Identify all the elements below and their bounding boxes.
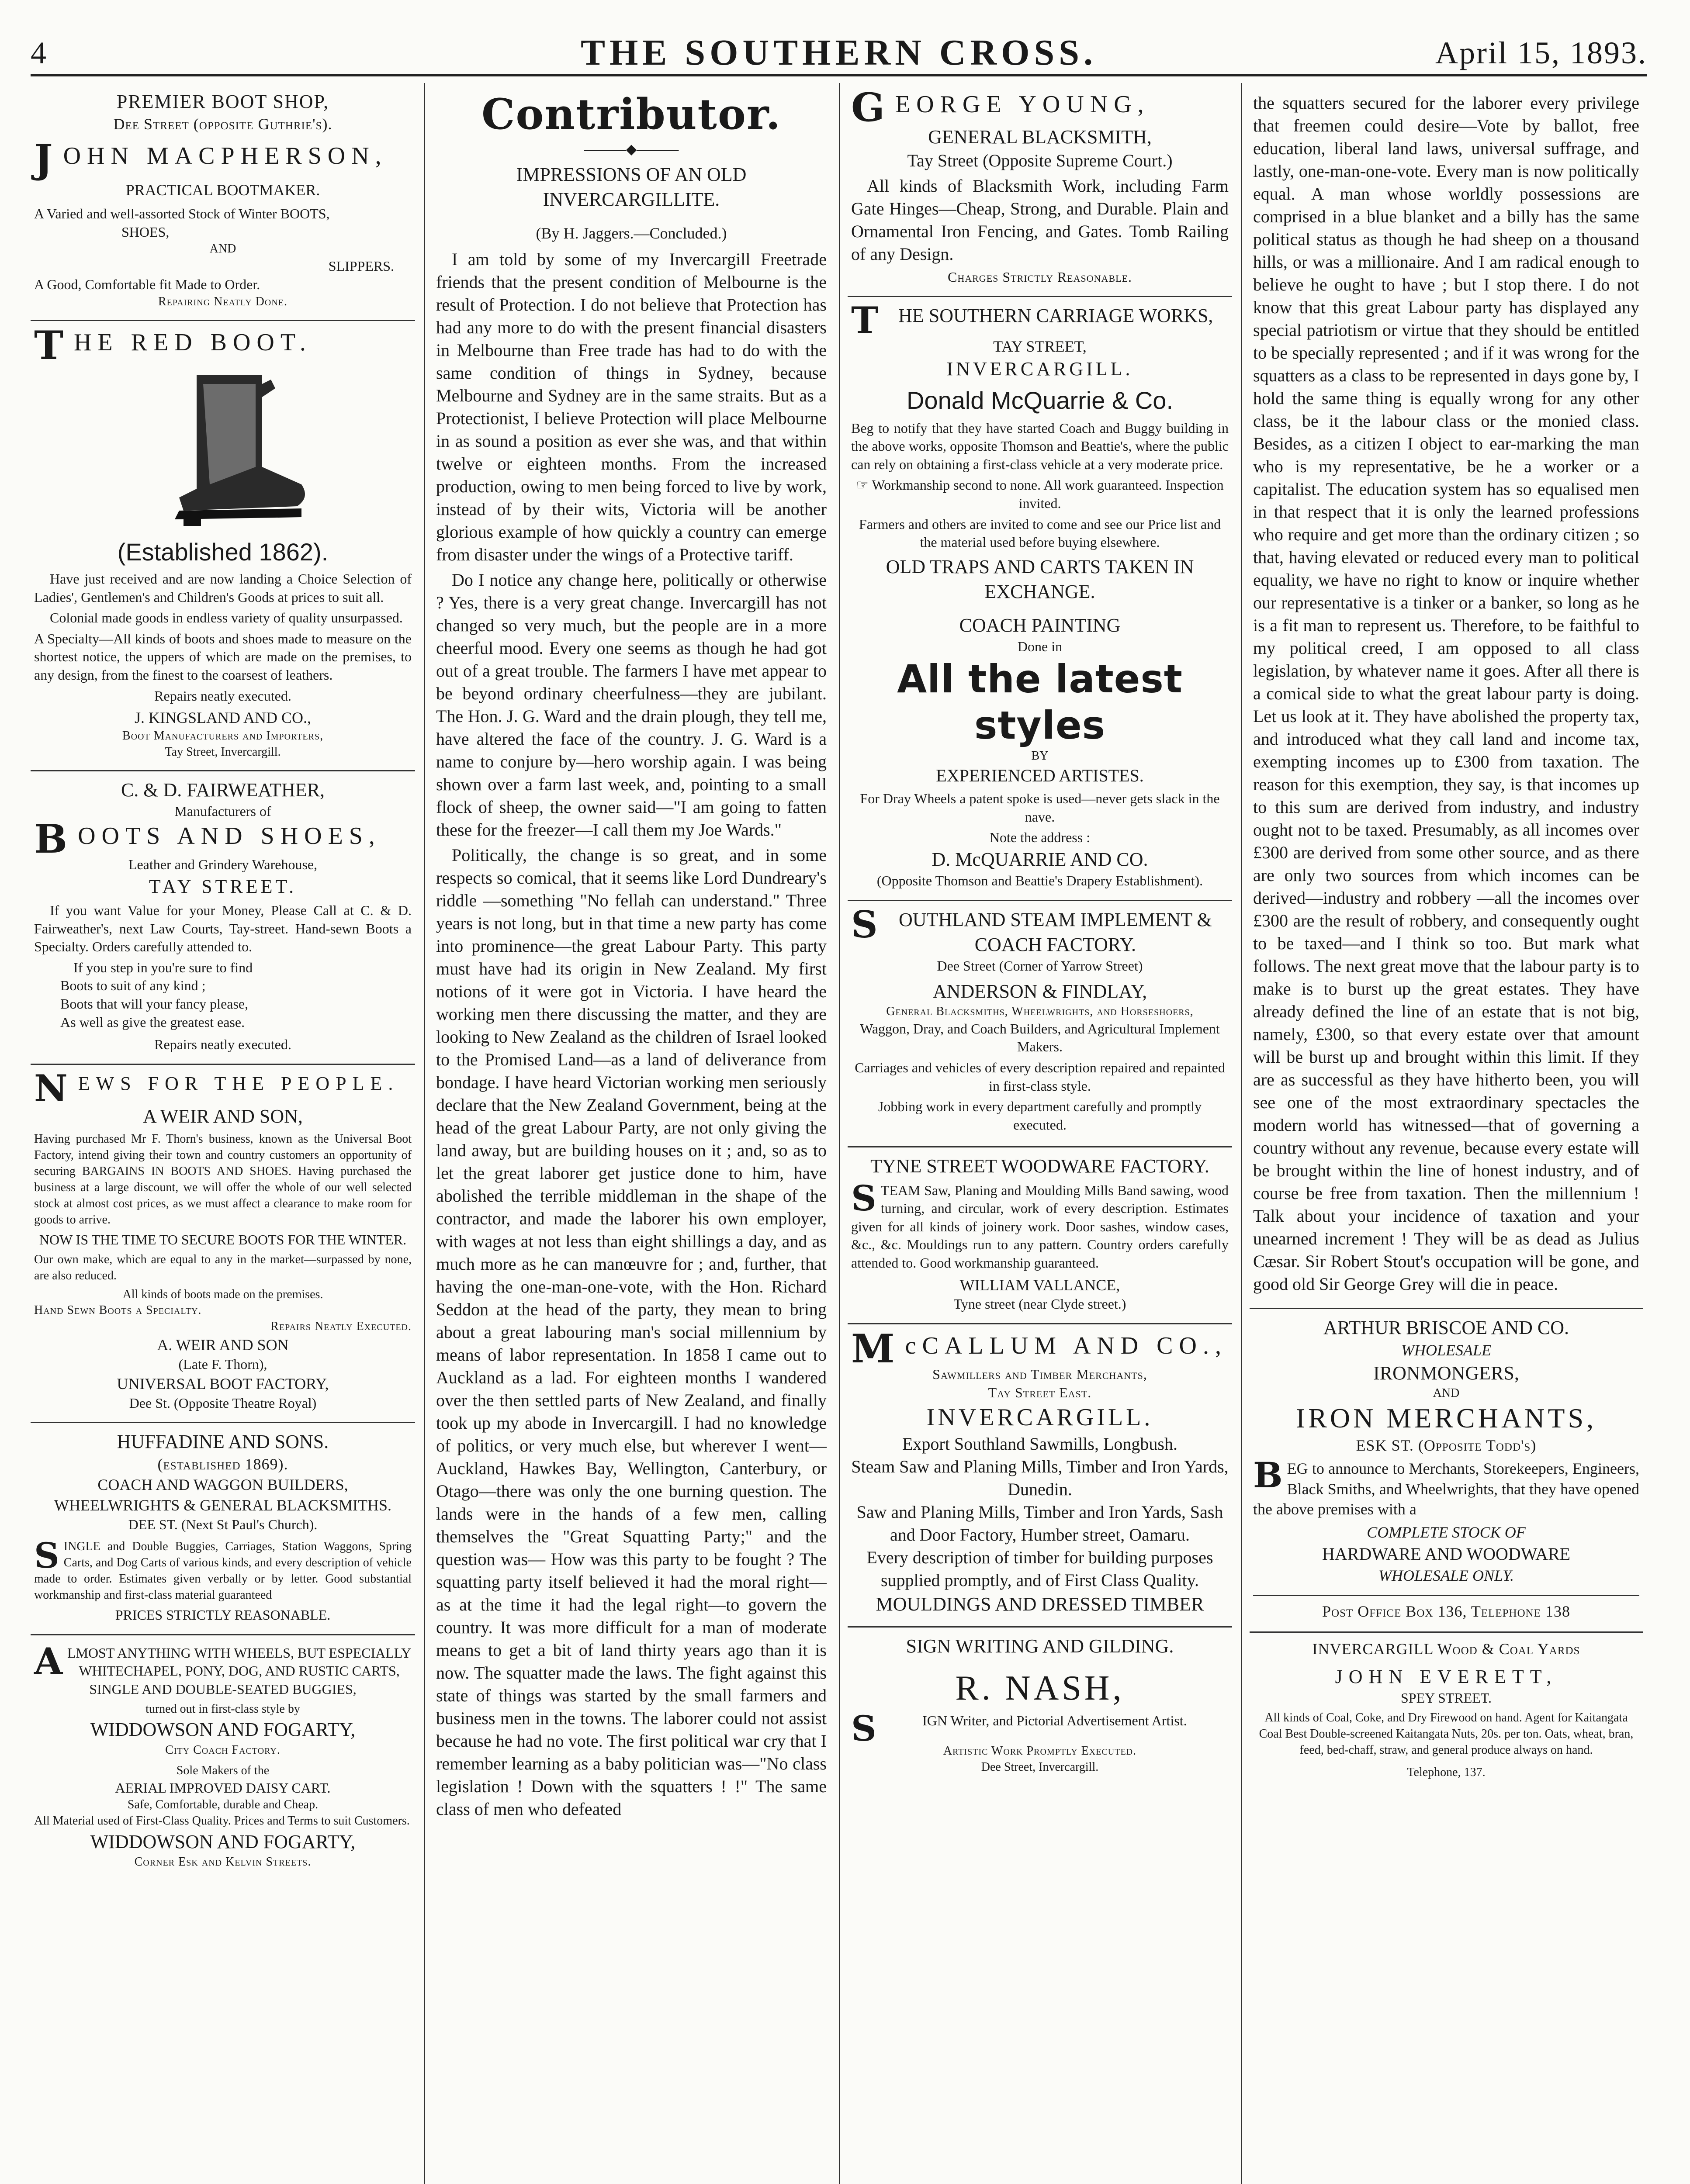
ad-text: OLD TRAPS AND CARTS TAKEN IN EXCHANGE. bbox=[886, 556, 1194, 602]
ad-name: McCALLUM AND CO., bbox=[851, 1325, 1227, 1372]
ad-verse: If you step in you're sure to find bbox=[73, 959, 253, 975]
ad-john-everett bbox=[1250, 1633, 1643, 1790]
ad-verse: As well as give the greatest ease. bbox=[60, 1014, 245, 1030]
boot-illustration bbox=[131, 366, 315, 532]
ad-text: All kinds of boots made on the premises. bbox=[122, 1287, 323, 1301]
ad-name: S OUTHLAND STEAM IMPLEMENT & COACH FACTORY. bbox=[851, 902, 1212, 955]
ad-firm: JOHN EVERETT, bbox=[1335, 1666, 1558, 1688]
ad-established: (Established 1862). bbox=[117, 538, 329, 566]
column-4 bbox=[1250, 83, 1643, 2184]
drop-cap: S bbox=[851, 1177, 876, 1219]
ad-huffadine bbox=[31, 1423, 415, 1635]
ad-text: Farmers and others are invited to come and see our Price list and the material used before buying elsewhere. bbox=[859, 516, 1221, 550]
ad-text: Sawmillers and Timber Merchants, bbox=[932, 1366, 1147, 1382]
ad-text: DEE ST. (Next St Paul's Church). bbox=[128, 1516, 318, 1532]
ad-fairweather bbox=[31, 771, 415, 1065]
ad-title: SIGN WRITING AND GILDING. bbox=[906, 1635, 1174, 1657]
ad-text: General Blacksmiths, Wheelwrights, and Horseshoers, bbox=[886, 1004, 1194, 1018]
drop-cap: B bbox=[1253, 1454, 1283, 1496]
ad-text: Sole Makers of the bbox=[176, 1763, 270, 1777]
ad-name: THE RED BOOT. bbox=[34, 322, 312, 369]
column-rule bbox=[1241, 83, 1242, 2184]
ad-text: INVERCARGILL. bbox=[946, 358, 1133, 380]
ad-text: IRONMONGERS, bbox=[1373, 1362, 1519, 1384]
ad-firm: Dee St. (Opposite Theatre Royal) bbox=[129, 1395, 317, 1411]
ad-firm: WIDDOWSON AND FOGARTY, bbox=[90, 1831, 356, 1853]
ad-text: MOULDINGS AND DRESSED TIMBER bbox=[876, 1593, 1204, 1615]
article-title: IMPRESSIONS OF AN OLD INVERCARGILLITE. bbox=[516, 163, 747, 210]
ad-text: INGLE and Double Buggies, Carriages, Station Waggons, Spring Carts, and Dog Carts of various kinds, and every description of vehicle made to order. Estimates given verbally or by letter. Good substantial workmanship and first-class material guaranteed bbox=[34, 1540, 412, 1602]
ad-text: INVERCARGILL. bbox=[926, 1403, 1153, 1431]
ad-text: Post Office Box 136, Telephone 138 bbox=[1253, 1595, 1639, 1622]
ad-firm: Tay Street, Invercargill. bbox=[165, 745, 281, 759]
article-contributor bbox=[433, 83, 830, 1833]
ad-text: Charges Strictly Reasonable. bbox=[948, 269, 1132, 285]
ad-text: ☞ Workmanship second to none. All work guaranteed. Inspection invited. bbox=[856, 477, 1224, 511]
ad-name: T HE SOUTHERN CARRIAGE WORKS, bbox=[851, 299, 1213, 342]
ad-text: NOW IS THE TIME TO SECURE BOOTS FOR THE WINTER. bbox=[39, 1232, 407, 1248]
ad-line: A Good, Comfortable fit Made to Order. bbox=[34, 276, 260, 293]
ad-title: HUFFADINE AND SONS. bbox=[117, 1431, 329, 1453]
ad-southland-steam-implement bbox=[848, 901, 1232, 1148]
ad-text: Note the address : bbox=[989, 829, 1091, 846]
ad-text: COACH AND WAGGON BUILDERS, bbox=[97, 1476, 348, 1494]
ad-name: INVERCARGILL Wood & Coal Yards bbox=[1312, 1640, 1580, 1658]
ad-text: Beg to notify that they have started Coach and Buggy building in the above works, opposite Thomson and Beattie's, where the public can rely on obtaining a first-class vehicle at a very moderate price. bbox=[851, 420, 1229, 472]
ad-name: JOHN MACPHERSON, bbox=[34, 135, 388, 182]
ad-title: ARTHUR BRISCOE AND CO. bbox=[1323, 1317, 1569, 1338]
ad-text: Tay Street East. bbox=[988, 1384, 1092, 1400]
column-2 bbox=[433, 83, 830, 2184]
ad-address: Dee Street (opposite Guthrie's). bbox=[113, 115, 332, 133]
ad-firm: ANDERSON & FINDLAY, bbox=[932, 980, 1147, 1002]
column-rule bbox=[839, 83, 840, 2184]
ad-arthur-briscoe bbox=[1250, 1309, 1643, 1633]
ornament: ———◆——— bbox=[584, 141, 679, 157]
ad-text: WHOLESALE bbox=[1401, 1341, 1491, 1359]
ad-text: Leather and Grindery Warehouse, bbox=[128, 857, 318, 873]
ad-text: WHEELWRIGHTS & GENERAL BLACKSMITHS. bbox=[54, 1496, 391, 1514]
ad-title: A WEIR AND SON, bbox=[143, 1106, 303, 1127]
ad-text: TAY STREET. bbox=[149, 875, 297, 897]
ad-text: Corner Esk and Kelvin Streets. bbox=[134, 1855, 312, 1869]
ad-text: Have just received and are now landing a Choice Selection of Ladies', Gentlemen's and Children's Goods at prices to suit all. bbox=[34, 571, 412, 605]
drop-cap: S bbox=[851, 1707, 876, 1749]
ad-text: COMPLETE STOCK OF bbox=[1367, 1524, 1526, 1541]
ad-text: EXPERIENCED ARTISTES. bbox=[936, 766, 1144, 786]
ad-text: A Specialty—All kinds of boots and shoes made to measure on the shortest notice, the uppers of which are made on the premises, to any design, from the finest to the coarsest of leathers. bbox=[34, 630, 412, 683]
ad-text: Jobbing work in every department carefully and promptly executed. bbox=[878, 1099, 1202, 1133]
ad-address: Dee Street (Corner of Yarrow Street) bbox=[937, 958, 1143, 974]
ad-text: If you want Value for your Money, Please Call at C. & D. Fairweather's, next Law Courts, Tay-street. Hand-sewn Boots a Specialty. Orders carefully attended to. bbox=[34, 902, 412, 955]
ad-firm: D. McQUARRIE AND CO. bbox=[932, 848, 1148, 870]
ad-mccallum bbox=[848, 1324, 1232, 1628]
ad-text: Hand Sewn Boots a Specialty. bbox=[34, 1303, 202, 1317]
ad-r-nash bbox=[848, 1628, 1232, 1785]
article-paragraph: I am told by some of my Invercargill Freetrade friends that the present condition of Melbourne is the result of Protection. I do not believe that Protection has had any more to do with the present financial disasters in Melbourne than Free trade has had to do with the same condition of things in Sydney, because Melbourne and Sydney are in the same straits. But as a Protectionist, I believe Protection will place Melbourne in as sound a position as ever she was, and that within twelve or eighteen months. From the increased production, owing to men being forced to live by work, instead of by their wits, Victoria will be another glorious example of how quickly a country can emerge from disaster under the wings of a Protective tariff. bbox=[436, 249, 827, 564]
ad-text: All Material used of First-Class Quality. Prices and Terms to suit Customers. bbox=[34, 1814, 410, 1828]
ad-george-young bbox=[848, 83, 1232, 297]
ad-address: Tay Street (Opposite Supreme Court.) bbox=[907, 150, 1173, 170]
ad-address: Tyne street (near Clyde street.) bbox=[953, 1296, 1126, 1312]
ad-text: For Dray Wheels a patent spoke is used—never gets slack in the nave. bbox=[860, 791, 1220, 825]
ad-text: TEAM Saw, Planing and Moulding Mills Band sawing, wood turning, and circular, work of every description. Estimates given for all kinds of joinery work. Door sashes, window cases, &c., &c. Mouldings run to any pattern. Country orders carefully attended to. Good workmanship guaranteed. bbox=[851, 1182, 1229, 1271]
ad-verse: Boots that will your fancy please, bbox=[60, 995, 249, 1012]
ad-text: (established 1869). bbox=[157, 1455, 288, 1473]
ad-address: SPEY STREET. bbox=[1400, 1690, 1492, 1706]
ad-text: LMOST ANYTHING WITH WHEELS, BUT ESPECIALLY WHITECHAPEL, PONY, DOG, AND RUSTIC CARTS, SINGLE AND DOUBLE-SEATED BUGGIES, bbox=[67, 1645, 412, 1697]
ad-headline: All the latest styles bbox=[897, 656, 1183, 748]
ad-text: Saw and Planing Mills, Timber and Iron Yards, Sash and Door Factory, Humber street, Oamaru. bbox=[856, 1502, 1223, 1545]
ad-widdowson-fogarty bbox=[31, 1635, 415, 1880]
page-header bbox=[31, 26, 1647, 76]
article-continued bbox=[1250, 83, 1643, 1309]
ad-name: BOOTS AND SHOES, bbox=[34, 816, 381, 862]
ad-text: Safe, Comfortable, durable and Cheap. bbox=[127, 1798, 319, 1812]
ad-premier-boot-shop bbox=[31, 83, 415, 321]
article-paragraph: the squatters secured for the laborer every privilege that freemen could desire—Vote by ballot, free education, liberal land laws, universal suffrage, and lastly, one-man-one-vote. Every man is now politically equal. A man whose worldly possessions are comprised in a blue blanket and a billy has the same political status as though he had sheep on a thousand hills, or was a millionaire. And I am radical enough to believe he ought to have ; but I stop there. I do not know that this great Labour party has displayed any special patriotism or virtue that they should be entitled to be specially represented ; and if it was wrong for the squatters as a class to be represented in days gone by, I hold the same thing is equally wrong for any other class, be it the labour class or the monied class. Besides, as a citizen I object to ear-marking the man who is my representative, be he a worker or a capitalist. The education system has so equalised men in that respect that it is only the learned professions who require and get more than the ordinary citizen ; so that, having elevated or reduced every man to political equality, we have no right to know or inquire whether our representative is a tinker or a banker, so long as he is a fit man to represent us. Therefore, to be faithful to my political creed, I am opposed to all class legislation, by whatever name it goes. After all there is a comical side to what the great labour party is doing. Let us look at it. They have abolished the property tax, and introduced what they call land and income tax, exempting incomes up to £300 from taxation. The reason for this exemption, they say, is that incomes up to this sum are derived from industry, and industry ought not to be taxed. Presumably, as all incomes over £300 are derived from some other source, and as there are only two sources from which incomes can be derived—industry and robbery —all the incomes over £300 are the result of robbery, and consequently ought to be taxed—and I think so too. But mark what follows. The next great move that the labour party is to make is to burst up the great estates. They have already defined the line of an estate that is not big, namely, £300, so that every estate over that amount will be burst up and brought within this limit. If they are as successful as they have hitherto been, you will see one of the most extraordinary spectacles the modern world has witnessed—that of governing a country without any revenue, because every estate will be brought within the line of honest industry, and of course be free from taxation. Then the millennium ! Talk about your incidence of taxation and your unearned increment ! They will be as dead as Julius Cæsar. Sir Robert Stout's occupation will be gone, and good old Sir George Grey will die in peace. bbox=[1253, 93, 1639, 1294]
ad-name: GEORGE YOUNG, bbox=[851, 84, 1150, 131]
ad-weir-and-son bbox=[31, 1065, 415, 1423]
ad-title: PREMIER BOOT SHOP, bbox=[116, 91, 329, 112]
ad-text: (Opposite Thomson and Beattie's Drapery Establishment). bbox=[876, 873, 1203, 889]
ad-firm: Boot Manufacturers and Importers, bbox=[122, 729, 324, 743]
ad-text: Artistic Work Promptly Executed. bbox=[943, 1744, 1137, 1758]
ad-line: Repairing Neatly Done. bbox=[158, 294, 288, 308]
ad-text: Waggon, Dray, and Coach Builders, and Agricultural Implement Makers. bbox=[860, 1020, 1220, 1055]
ad-verse: Boots to suit of any kind ; bbox=[60, 978, 206, 994]
ad-text: AND bbox=[1433, 1386, 1460, 1400]
ad-firm: R. NASH, bbox=[955, 1669, 1125, 1707]
ad-text: HARDWARE AND WOODWARE bbox=[1322, 1544, 1571, 1564]
ad-name: NEWS FOR THE PEOPLE. bbox=[34, 1066, 399, 1110]
ad-text: IRON MERCHANTS, bbox=[1295, 1403, 1597, 1434]
ad-firm: WIDDOWSON AND FOGARTY, bbox=[90, 1719, 356, 1741]
drop-cap: A bbox=[34, 1639, 63, 1683]
pointing-hand-icon: ☞ bbox=[856, 477, 872, 493]
ad-text: All kinds of Blacksmith Work, including Farm Gate Hinges—Cheap, Strong, and Durable. Plain and Ornamental Iron Fencing, and Gates. Tomb Railing of any Design. bbox=[851, 176, 1229, 264]
ad-line: AND bbox=[209, 242, 236, 256]
ad-line: SHOES, bbox=[121, 224, 170, 240]
ad-role: GENERAL BLACKSMITH, bbox=[928, 126, 1152, 148]
ad-firm: J. KINGSLAND AND CO., bbox=[134, 709, 311, 727]
ad-text: Repairs neatly executed. bbox=[154, 688, 291, 704]
ad-text: Every description of timber for building purposes supplied promptly, and of First Class Quality. bbox=[866, 1547, 1213, 1590]
ad-text: WHOLESALE ONLY. bbox=[1378, 1566, 1514, 1584]
ad-line: SLIPPERS. bbox=[328, 258, 394, 274]
ad-text: Telephone, 137. bbox=[1407, 1765, 1486, 1779]
column-1 bbox=[31, 83, 415, 2184]
section-heading: Contributor. bbox=[481, 90, 782, 139]
ad-text: All kinds of Coal, Coke, and Dry Firewood on hand. Agent for Kaitangata Coal Best Double-screened Kaitangata Nuts, 20s. per ton. Oats, wheat, bran, feed, bed-chaff, straw, and general produce always on hand. bbox=[1259, 1711, 1634, 1757]
ad-text: Export Southland Sawmills, Longbush. bbox=[902, 1434, 1177, 1454]
byline: (By H. Jaggers.—Concluded.) bbox=[536, 225, 727, 242]
ad-text: Manufacturers of bbox=[174, 803, 271, 819]
ad-line: A Varied and well-assorted Stock of Winter BOOTS, bbox=[34, 206, 330, 222]
page-number: 4 bbox=[31, 35, 46, 70]
ad-text: EG to announce to Merchants, Storekeepers, Engineers, Black Smiths, and Wheelwrights, that they have opened the above premises with a bbox=[1253, 1459, 1639, 1518]
ad-text: Dee Street, Invercargill. bbox=[981, 1760, 1099, 1774]
ad-text: Repairs neatly executed. bbox=[154, 1037, 291, 1053]
ad-title: TYNE STREET WOODWARE FACTORY. bbox=[870, 1155, 1209, 1177]
ad-text: IGN Writer, and Pictorial Advertisement Artist. bbox=[922, 1712, 1187, 1728]
ad-text: Repairs Neatly Executed. bbox=[270, 1320, 412, 1334]
ad-text: TAY STREET, bbox=[993, 337, 1087, 355]
article-paragraph: Do I notice any change here, politically or otherwise ? Yes, there is a very great change. Invercargill has not changed so very much, but the people are in a more cheerful mood. Every one seems as though he had got out of a great trouble. The farmers I have met appear to be beyond ordinary cheerfulness—they are jubilant. The Hon. J. G. Ward and the drain plough, they tell me, have altered the face of the country. J. G. Ward is a name to conjure by—hero worship again. I was being shown over a farm last week, and, pointing to a small flock of sheep, the owner said—"I am going to fatten these for the freezer—I call them my Joe Wards." bbox=[436, 570, 827, 840]
ad-text: BY bbox=[1031, 749, 1049, 763]
ad-text: turned out in first-class style by bbox=[145, 1702, 300, 1716]
drop-cap: S bbox=[34, 1535, 59, 1576]
ad-red-boot bbox=[31, 321, 415, 771]
ad-text: PRICES STRICTLY REASONABLE. bbox=[115, 1607, 331, 1623]
ad-text: Colonial made goods in endless variety of quality unsurpassed. bbox=[50, 610, 403, 626]
masthead: THE SOUTHERN CROSS. bbox=[581, 32, 1097, 73]
ad-text: Our own make, which are equal to any in the market—surpassed by none, are also reduced. bbox=[34, 1252, 412, 1282]
ad-text: City Coach Factory. bbox=[165, 1743, 281, 1757]
ad-text: COACH PAINTING bbox=[959, 615, 1121, 636]
ad-firm: A. WEIR AND SON bbox=[157, 1336, 289, 1354]
ad-text: AERIAL IMPROVED DAISY CART. bbox=[115, 1780, 331, 1796]
ad-firm: (Late F. Thorn), bbox=[178, 1356, 267, 1372]
ad-southern-carriage-works bbox=[848, 297, 1232, 901]
column-rule bbox=[424, 83, 425, 2184]
column-3 bbox=[848, 83, 1232, 2184]
ad-firm: Donald McQuarrie & Co. bbox=[906, 386, 1173, 414]
ad-title: C. & D. FAIRWEATHER, bbox=[121, 779, 325, 801]
ad-role: PRACTICAL BOOTMAKER. bbox=[125, 181, 320, 199]
issue-date: April 15, 1893. bbox=[1435, 35, 1647, 70]
ad-firm: UNIVERSAL BOOT FACTORY, bbox=[117, 1375, 329, 1393]
ad-address: ESK ST. (Opposite Todd's) bbox=[1356, 1436, 1537, 1454]
ad-text: Done in bbox=[1017, 639, 1063, 655]
ad-text: Having purchased Mr F. Thorn's business, known as the Universal Boot Factory, intend giving their town and country customers an opportunity of securing BARGAINS IN BOOTS AND SHOES. Having purchased the business at a large discount, we will offer the whole of our well selected stock at almost cost prices, as we must affect a clearance to make room for goods to arrive. bbox=[34, 1132, 412, 1227]
article-paragraph: Politically, the change is so great, and in some respects so comical, that it seems like Lord Dundreary's riddle —something "No fellah can understand." Three years is not long, but in that time a new party has come into prominence—the great Labour Party. This party must have had its origin in New Zealand. My first notions of it were got in Victoria. I have heard the working men there discussing the matter, and they are looking to New Zealand as the children of Israel looked to the Promised Land—as a land of deliverance from bondage. I have heard Victorian working men seriously declare that the New Zealand Government, being at the head of the great Labour Party, are not only giving the land away, but are building houses on it ; and, so as to let the great laborer get justice done to him, have abolished the terrible middleman in the shape of the contractor, and made the laborer his own employer, with wages at not less than eight shillings a day, and as much more as he can manœuvre for ; and, further, that having the one-man-one-vote, with the Hon. Richard Seddon at the head of the party, they mean to bring about a great labouring man's social millennium by means of labor representation. In 1858 I came out to Auckland as a lad. For eighteen months I wandered over the then settled parts of New Zealand, and finally took up my abode in Invercargill. I had no knowledge of politics, or very much else, but wherever I went—Auckland, Hawkes Bay, Wellington, Canterbury, or Otago—there was only the one burning question. The lands were in the hands of a few men, calling themselves the "Great Squatting Party;" and the question was— How was this party to be fought ? The squatting party itself believed it had the moral right—as at the time it had the legal right—to govern the country. It was more difficult for a man of moderate means to get a bit of land thirty years ago than it is now. The squatter made the laws. The fight against this state of things was started by the small farmers and business men in the towns. The laborer could not assist because he had no vote. The first political war cry that I remember learning as a baby politician was—"No class legislation ! Down with the squatters ! !" The same class of men who defeated bbox=[436, 845, 827, 1819]
ad-text: Carriages and vehicles of every description repaired and repainted in first-class style. bbox=[855, 1059, 1225, 1094]
ad-tyne-street-woodware bbox=[848, 1147, 1232, 1324]
ad-firm: WILLIAM VALLANCE, bbox=[959, 1276, 1120, 1294]
ad-text: Steam Saw and Planing Mills, Timber and Iron Yards, Dunedin. bbox=[851, 1456, 1229, 1499]
